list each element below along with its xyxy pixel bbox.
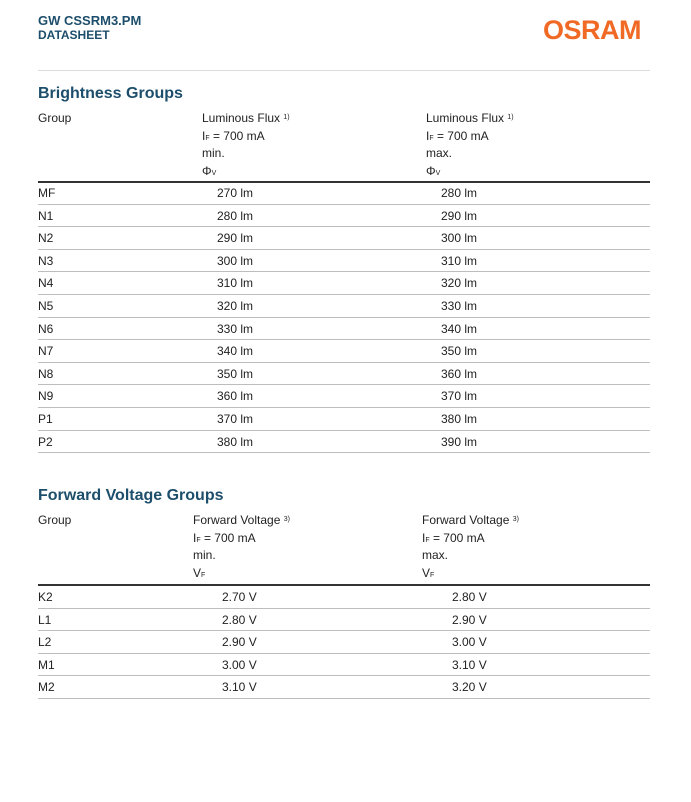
- forward-voltage-groups-title: Forward Voltage Groups: [38, 487, 224, 504]
- header-divider: [38, 70, 650, 71]
- column-header-forward-voltage-min: Forward Voltage $^{3)}$ IF = 700 mA min. VF: [193, 513, 290, 580]
- table-row: L2 2.90 V 3.00 V: [38, 631, 650, 654]
- table-row: MF 270 lm 280 lm: [38, 182, 650, 205]
- column-header-group: Group: [38, 111, 72, 125]
- column-header-luminous-flux-min: Luminous Flux $^{1)}$ IF = 700 mA min. ΦV: [202, 111, 290, 178]
- brightness-groups-title: Brightness Groups: [38, 85, 183, 102]
- column-header-luminous-flux-max: Luminous Flux $^{1)}$ IF = 700 mA max. ΦV: [426, 111, 514, 178]
- table-row: N5 320 lm 330 lm: [38, 295, 650, 318]
- document-type: DATASHEET: [38, 28, 110, 42]
- table-body: [38, 182, 650, 453]
- osram-logo: OSRAM: [543, 15, 641, 45]
- brightness-groups-table: [38, 110, 650, 453]
- product-name: GW CSSRM3.PM: [38, 13, 142, 28]
- table-row: N1 280 lm 290 lm: [38, 205, 650, 228]
- table-header: [38, 110, 650, 182]
- table-row: L1 2.80 V 2.90 V: [38, 609, 650, 632]
- table-row: M2 3.10 V 3.20 V: [38, 676, 650, 699]
- table-row: N4 310 lm 320 lm: [38, 272, 650, 295]
- table-body: [38, 586, 650, 699]
- table-row: P2 380 lm 390 lm: [38, 431, 650, 454]
- table-row: K2 2.70 V 2.80 V: [38, 586, 650, 609]
- table-row: N8 350 lm 360 lm: [38, 363, 650, 386]
- column-header-forward-voltage-max: Forward Voltage $^{3)}$ IF = 700 mA max. VF: [422, 513, 519, 580]
- forward-voltage-groups-table: [38, 512, 650, 699]
- table-row: P1 370 lm 380 lm: [38, 408, 650, 431]
- table-row: N9 360 lm 370 lm: [38, 385, 650, 408]
- table-row: N6 330 lm 340 lm: [38, 318, 650, 341]
- column-header-group: Group: [38, 513, 72, 527]
- table-row: N3 300 lm 310 lm: [38, 250, 650, 273]
- table-header: [38, 512, 650, 586]
- table-row: M1 3.00 V 3.10 V: [38, 654, 650, 677]
- table-row: N7 340 lm 350 lm: [38, 340, 650, 363]
- table-row: N2 290 lm 300 lm: [38, 227, 650, 250]
